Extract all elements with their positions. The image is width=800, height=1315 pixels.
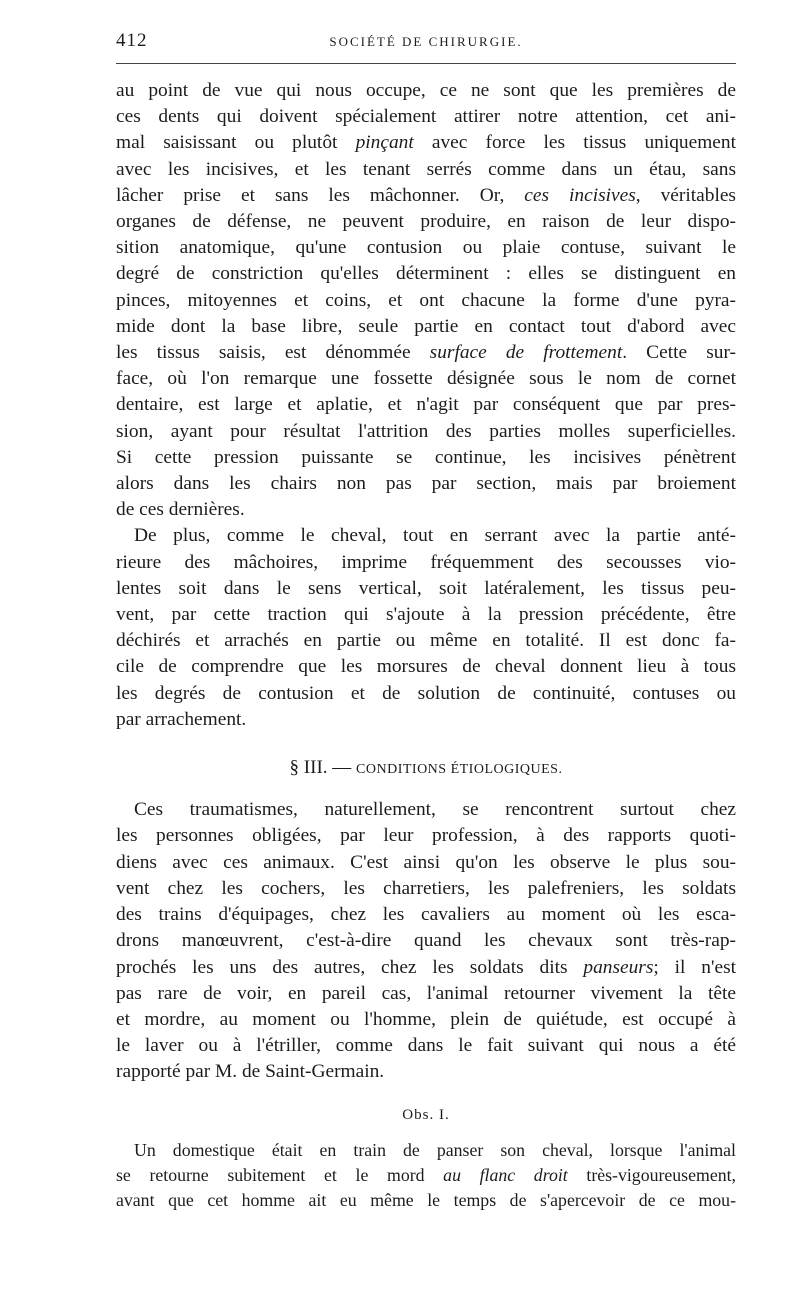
italic-term: pinçant (355, 132, 414, 154)
text-line: dentaire, est large et aplatie, et n'agit par conséquent que par pres- (116, 394, 736, 416)
section-title: CONDITIONS ÉTIOLOGIQUES. (356, 762, 563, 778)
text-line: avec les incisives, et les tenant serrés comme dans un étau, sans (116, 158, 736, 180)
text-line: et mordre, au moment ou l'homme, plein de quiétude, est occupé à (116, 1008, 736, 1030)
paragraph-dental-anatomy (116, 78, 736, 523)
text-line: vent chez les cochers, les charretiers, les palefreniers, les soldats (116, 877, 736, 899)
page-body (116, 78, 736, 1213)
paragraph-observation (116, 1138, 736, 1213)
text-line: par arrachement. (116, 708, 247, 730)
text-line: sition anatomique, qu'une contusion ou plaie contuse, suivant le (116, 237, 736, 259)
text-line: les degrés de contusion et de solution de continuité, contuses ou (116, 682, 736, 704)
paragraph-etiology (116, 797, 736, 1085)
text-line: Si cette pression puissante se continue, les incisives pénètrent (116, 446, 736, 468)
text-line: se retourne subitement et le mord au flanc droit très-vigoureusement, (116, 1164, 736, 1185)
running-head: SOCIÉTÉ DE CHIRURGIE. (329, 34, 523, 49)
italic-term: au flanc droit (443, 1164, 568, 1185)
text-line: pas rare de voir, en pareil cas, l'animal retourner vivement la tête (116, 982, 736, 1004)
text-line: des trains d'équipages, chez les cavaliers au moment où les esca- (116, 904, 736, 926)
text-line: le laver ou à l'étriller, comme dans le fait suivant qui nous a été (116, 1035, 736, 1057)
text-line: pinces, mitoyennes et coins, et ont chacune la forme d'une pyra- (116, 289, 736, 311)
paragraph-horse-bites (116, 523, 736, 733)
header-rule (116, 63, 736, 64)
text-line: drons manœuvrent, c'est-à-dire quand les chevaux sont très-rap- (116, 930, 736, 952)
section-number: § III. (289, 757, 328, 779)
text-line: Un domestique était en train de panser son cheval, lorsque l'animal (134, 1139, 736, 1160)
text-line: rieure des mâchoires, imprime fréquemment des secousses vio- (116, 551, 736, 573)
text-line: lâcher prise et sans les mâchonner. Or, ces incisives, véritables (116, 184, 736, 206)
text-line: mide dont la base libre, seule partie en contact tout d'abord avec (116, 315, 736, 337)
observation-heading: Obs. I. (402, 1106, 450, 1123)
italic-term: panseurs (583, 956, 654, 978)
text-line: mal saisissant ou plutôt pinçant avec force les tissus uniquement (116, 132, 736, 154)
text-line: au point de vue qui nous occupe, ce ne sont que les premières de (116, 80, 736, 101)
page-header (116, 30, 736, 52)
text-line: vent, par cette traction qui s'ajoute à la pression précédente, être (116, 604, 736, 626)
text-line: cile de comprendre que les morsures de cheval donnent lieu à tous (116, 656, 736, 678)
page-number: 412 (116, 30, 148, 51)
text-line: lentes soit dans le sens vertical, soit latéralement, les tissus peu- (116, 577, 736, 599)
text-line: avant que cet homme ait eu même le temps de s'apercevoir de ce mou- (116, 1189, 736, 1210)
text-line: alors dans les chairs non pas par section, mais par broiement (116, 473, 736, 495)
text-line: déchirés et arrachés en partie ou même en totalité. Il est donc fa- (116, 630, 736, 652)
text-line: rapporté par M. de Saint-Germain. (116, 1061, 385, 1083)
italic-term: ces incisives (524, 184, 636, 206)
text-line: sion, ayant pour résultat l'attrition des parties molles superficielles. (116, 420, 736, 442)
text-line: prochés les uns des autres, chez les soldats dits panseurs; il n'est (116, 956, 736, 978)
text-line: ces dents qui doivent spécialement attirer notre attention, cet ani- (116, 106, 736, 128)
italic-term: surface de frottement (429, 342, 623, 364)
section-heading: § III. — CONDITIONS ÉTIOLOGIQUES. (289, 757, 563, 779)
text-line: organes de défense, ne peuvent produire, en raison de leur dispo- (116, 211, 736, 233)
text-line: diens avec ces animaux. C'est ainsi qu'on les observe le plus sou- (116, 851, 736, 873)
text-line: degré de constriction qu'elles déterminent : elles se distinguent en (116, 263, 736, 285)
text-line: les personnes obligées, par leur profession, à des rapports quoti- (116, 825, 736, 847)
text-line: Ces traumatismes, naturellement, se rencontrent surtout chez (134, 799, 736, 821)
text-line: face, où l'on remarque une fossette désignée sous le nom de cornet (116, 368, 736, 390)
text-line: de ces dernières. (116, 499, 245, 521)
text-line: les tissus saisis, est dénommée surface de frottement. Cette sur- (116, 342, 736, 364)
text-line: De plus, comme le cheval, tout en serrant avec la partie anté- (134, 525, 736, 547)
